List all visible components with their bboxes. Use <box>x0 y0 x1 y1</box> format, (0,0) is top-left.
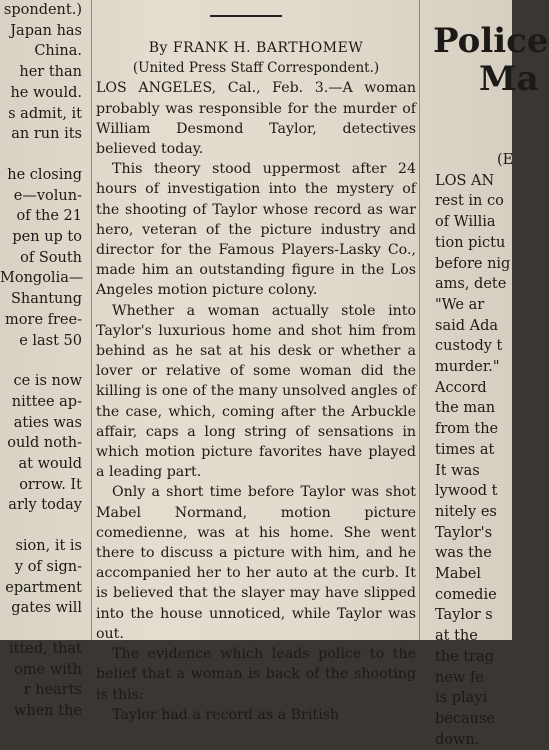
left-column-line: spondent.) <box>3 2 82 18</box>
main-article <box>96 0 416 725</box>
left-column-line <box>0 619 88 639</box>
right-column-line: said Ada <box>435 317 499 334</box>
left-column-line: of the 21 <box>16 208 82 225</box>
left-column-line: at would <box>18 456 82 473</box>
left-column-line: e last 50 <box>19 332 82 349</box>
left-column-line: pen up to <box>12 229 82 246</box>
right-headline <box>433 21 549 99</box>
left-column-line: he would. <box>10 84 82 101</box>
right-column-line: because <box>435 710 495 727</box>
left-column-line: e—volun- <box>13 187 82 204</box>
right-column-line: ams, dete <box>435 276 507 293</box>
left-column-line: her than <box>19 64 82 81</box>
left-column-line: aties was <box>13 414 82 431</box>
right-column-line: times at <box>435 441 495 458</box>
right-column-line: is playi <box>435 690 488 707</box>
left-column-line: Japan has <box>10 22 82 39</box>
left-column-line: sion, it is <box>15 538 82 555</box>
right-column-line: Accord <box>435 379 487 396</box>
right-column-line: before nig <box>435 255 511 272</box>
left-column-line: of South <box>20 249 82 266</box>
right-column-line: new fe <box>435 669 484 686</box>
column-rule-right <box>419 0 420 640</box>
right-column-line: Taylor s <box>435 607 493 624</box>
left-column-line: orrow. It <box>19 476 82 493</box>
column-rule-left <box>91 0 92 640</box>
left-column-line: ce is now <box>13 373 82 390</box>
left-column-line <box>0 145 88 165</box>
left-column-line: gates will <box>11 600 82 617</box>
left-column-line: itted, that <box>8 640 82 657</box>
left-column-line <box>0 351 88 371</box>
left-column-line: arly today <box>8 497 82 514</box>
left-column-line: ome with <box>14 661 82 678</box>
right-column-line: from the <box>435 421 499 438</box>
left-column-line: r hearts <box>23 682 82 699</box>
article-byline: By FRANK H. BARTHOMEW <box>148 40 364 56</box>
right-column-line: LOS AN <box>435 172 495 189</box>
right-column-line: down. <box>435 731 480 748</box>
right-column-line: the man <box>435 400 496 417</box>
article-paragraph: Only a short time before Taylor was shot Mabel Normand, motion picture comedienne, was at his home. She went there to discuss a picture with him, and he accompanied her to her auto at the curb. It is believed that the slayer may have slipped into the house unnoticed, while Taylor was out. <box>96 484 416 642</box>
right-column-line: was the <box>435 545 492 562</box>
right-column-line: lywood t <box>435 483 498 500</box>
right-column <box>425 0 549 750</box>
left-column-line: when the <box>13 703 82 720</box>
right-column-line: "We ar <box>435 296 485 313</box>
right-headline-line-2: Ma <box>479 59 539 99</box>
right-column-gap <box>425 98 535 150</box>
left-column-text <box>0 0 88 722</box>
article-paragraph: This theory stood uppermost after 24 hours of investigation into the mystery of the shooting of Taylor whose record as war hero, veteran of the picture industry and director for the Famous Players-Lasky Co., made him an outstanding figure in the Los Angeles motion picture colony. <box>96 161 416 299</box>
left-column-line: more free- <box>5 311 82 328</box>
right-column-line: of Willia <box>435 214 496 231</box>
article-paragraph: The evidence which leads police to the belief that a woman is back of the shooting is this: <box>96 646 416 703</box>
right-column-lines <box>425 171 535 750</box>
left-column-line: y of sign- <box>14 558 82 575</box>
left-column-line: s admit, it <box>8 105 82 122</box>
right-column-line: Mabel <box>435 566 481 583</box>
article-credit: (United Press Staff Correspondent.) <box>132 60 380 77</box>
left-column-line <box>0 516 88 536</box>
right-column-bracket: (E <box>497 152 514 168</box>
right-headline-line-1: Police <box>433 21 549 61</box>
left-column-line: Mongolia— <box>0 270 84 287</box>
right-column-line: tion pictu <box>435 234 506 251</box>
left-column-line: he closing <box>7 166 82 183</box>
article-paragraph: Taylor had a record as a British <box>112 706 340 723</box>
left-column-line: epartment <box>5 579 82 596</box>
left-column-line: ould noth- <box>7 435 82 452</box>
right-column-line: the trag <box>435 648 495 665</box>
right-column-line: It was <box>435 462 480 479</box>
article-paragraph: LOS ANGELES, Cal., Feb. 3.—A woman probably was responsible for the murder of William Desmond Taylor, detectives believed today. <box>96 80 416 158</box>
left-column-line: an run its <box>11 126 82 143</box>
right-column-line: nitely es <box>435 503 497 520</box>
right-column-line: murder." <box>435 359 500 376</box>
right-column-line: Taylor's <box>435 524 493 541</box>
right-column-line: comedie <box>435 586 497 603</box>
right-column-line: at the <box>435 628 478 645</box>
left-column-line: China. <box>34 43 82 60</box>
left-column-line: nittee ap- <box>11 393 82 410</box>
right-column-line: rest in co <box>435 193 504 210</box>
left-column-line: Shantung <box>10 291 82 308</box>
article-paragraph: Whether a woman actually stole into Taylor's luxurious home and shot him from behind as he sat at his desk or whether a lover or relative of some woman did the killing is one of the many unsolved angles of the case, which, coming after the Arbuckle affair, caps a long string of sensations in which motion picture favorites have played a leading part. <box>96 302 416 481</box>
right-column-line: custody t <box>435 338 503 355</box>
